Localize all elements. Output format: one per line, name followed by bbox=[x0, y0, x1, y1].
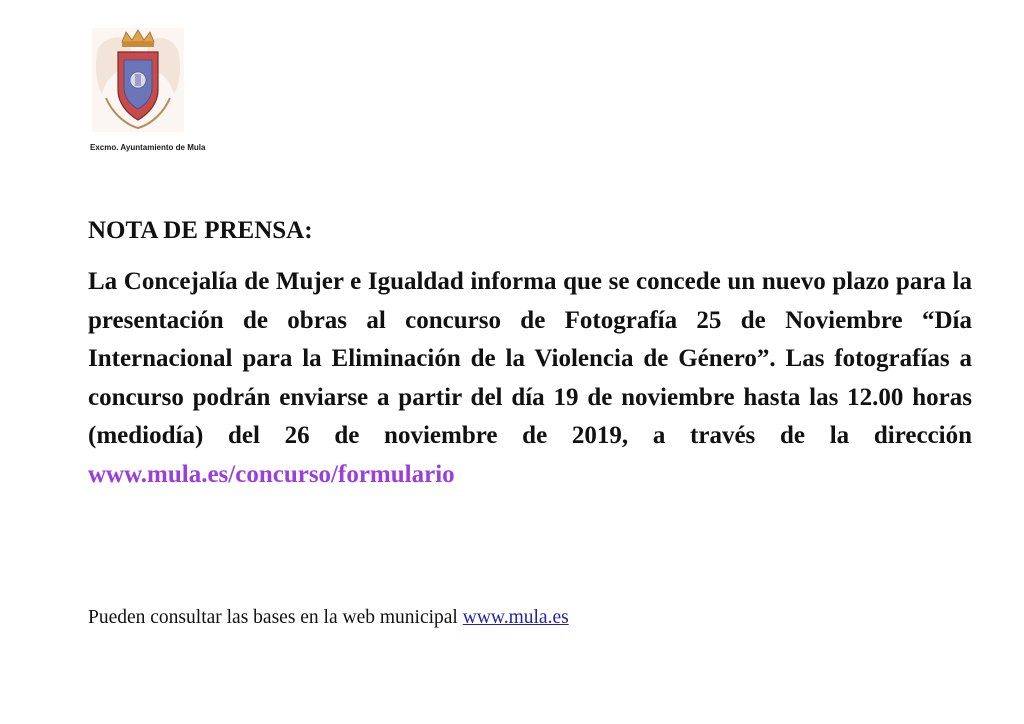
footer-text: Pueden consultar las bases en la web municipal bbox=[88, 607, 458, 628]
coat-of-arms-icon bbox=[92, 28, 184, 132]
municipal-website-link[interactable]: www.mula.es bbox=[462, 607, 569, 628]
press-note-text: La Concejalía de Mujer e Igualdad informa que se concede un nuevo plazo para la presentación de obras al concurso de Fotografía 25 de Noviembre “Día Internacional para la Eliminación de la Violencia de Género”. Las fotografías a concurso podrán enviarse a partir del día 19 de noviembre hasta las 12.00 horas (mediodía) del 26 de noviembre de 2019, a través de la dirección bbox=[88, 268, 972, 449]
issuer-name: Excmo. Ayuntamiento de Mula bbox=[90, 143, 206, 152]
footer-note bbox=[88, 605, 569, 631]
press-note-title: NOTA DE PRENSA: bbox=[88, 217, 313, 244]
form-url-link[interactable]: www.mula.es/concurso/formulario bbox=[88, 460, 455, 488]
press-note-body bbox=[88, 263, 972, 494]
